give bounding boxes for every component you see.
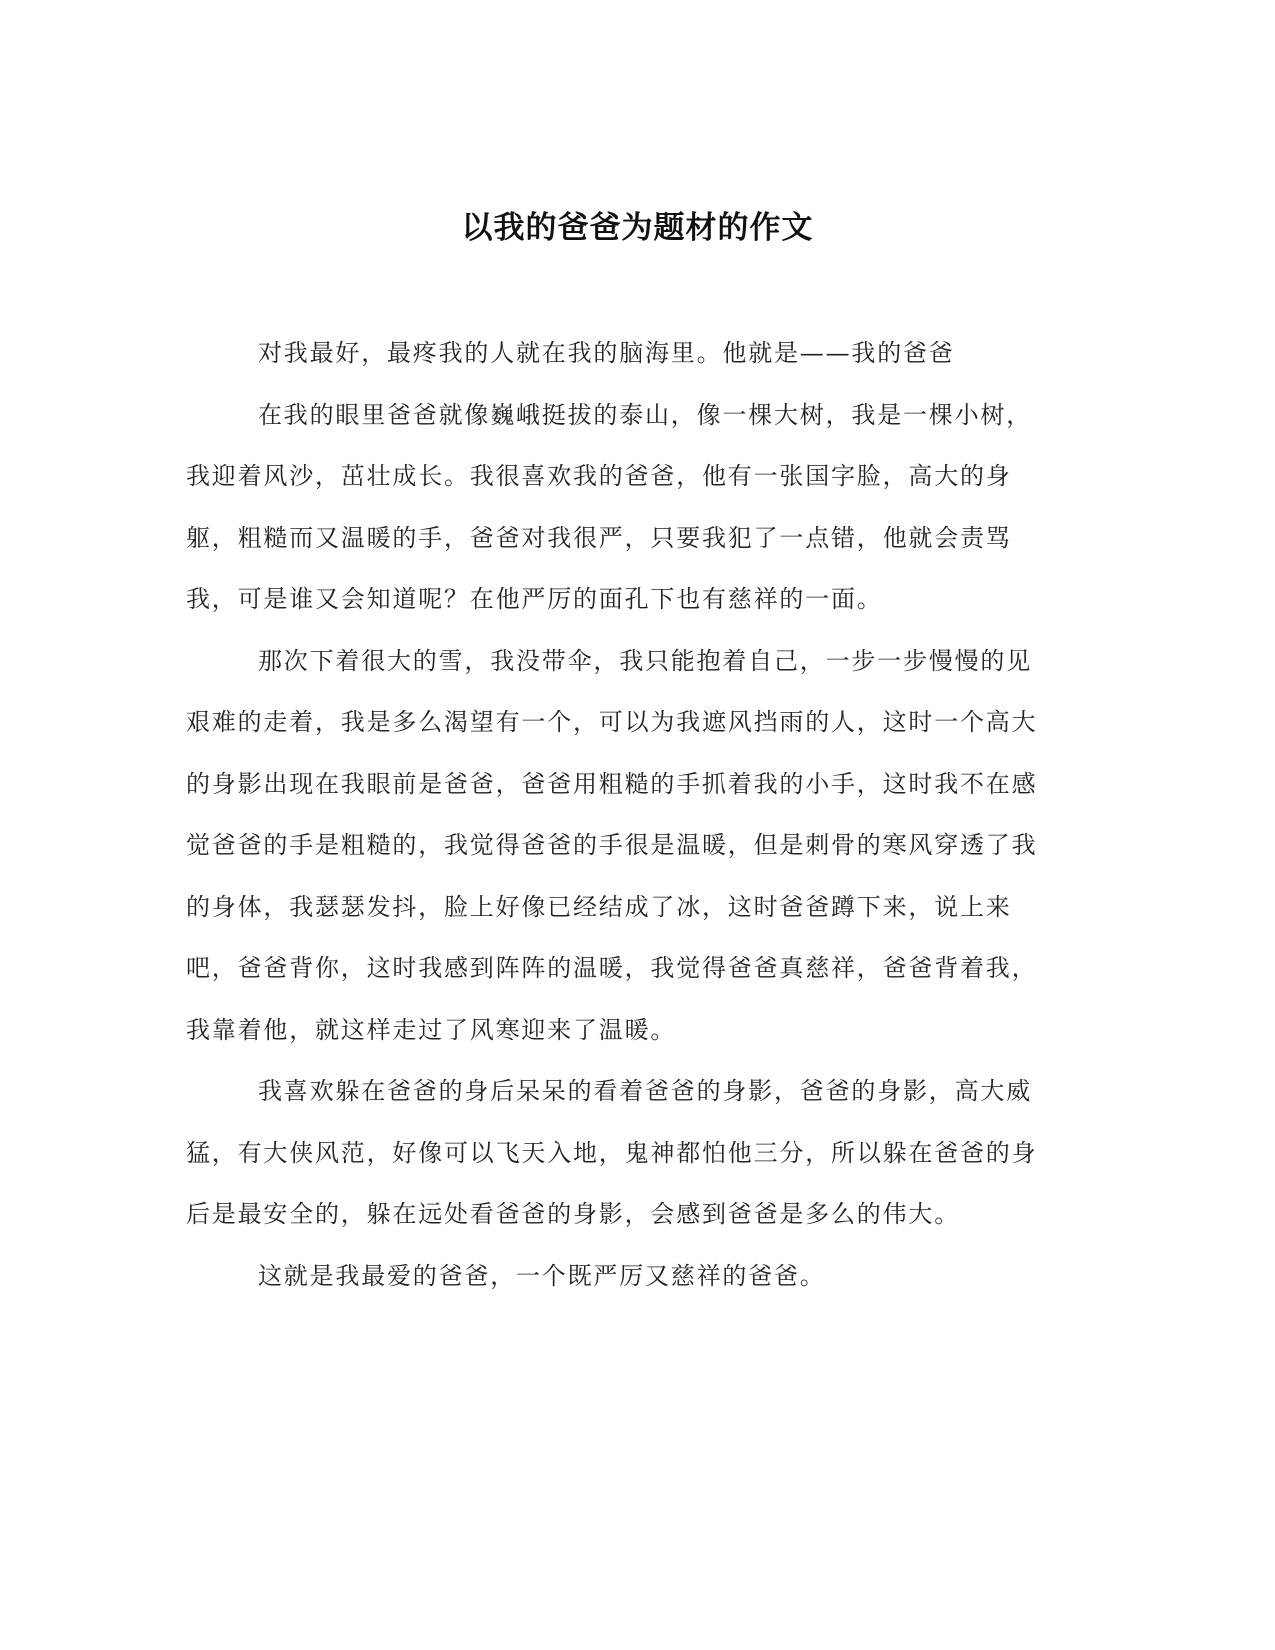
paragraph-5: 这就是我最爱的爸爸，一个既严厉又慈祥的爸爸。 <box>258 1261 826 1290</box>
paragraph-4: 我喜欢躲在爸爸的身后呆呆的看着爸爸的身影，爸爸的身影，高大威猛，有大侠风范，好像可以飞天入地，鬼神都怕他三分，所以躲在爸爸的身后是最安全的，躲在远处看爸爸的身影，会感到爸爸是多么的伟大。 <box>186 1077 1038 1228</box>
document-body <box>186 323 1042 1307</box>
document-title: 以我的爸爸为题材的作文 <box>461 210 814 246</box>
paragraph-1: 对我最好，最疼我的人就在我的脑海里。他就是——我的爸爸 <box>258 339 955 367</box>
paragraph-2: 在我的眼里爸爸就像巍峨挺拔的泰山，像一棵大树，我是一棵小树，我迎着风沙，茁壮成长。我很喜欢我的爸爸，他有一张国字脸，高大的身躯，粗糙而又温暖的手，爸爸对我很严，只要我犯了一点错，他就会责骂我，可是谁又会知道呢？在他严厉的面孔下也有慈祥的一面。 <box>186 400 1032 613</box>
paragraph-3: 那次下着很大的雪，我没带伞，我只能抱着自己，一步一步慢慢的见艰难的走着，我是多么渴望有一个，可以为我遮风挡雨的人，这时一个高大的身影出现在我眼前是爸爸，爸爸用粗糙的手抓着我的小手，这时我不在感觉爸爸的手是粗糙的，我觉得爸爸的手很是温暖，但是刺骨的寒风穿透了我的身体，我瑟瑟发抖，脸上好像已经结成了冰，这时爸爸蹲下来，说上来吧，爸爸背你，这时我感到阵阵的温暖，我觉得爸爸真慈祥，爸爸背着我，我靠着他，就这样走过了风寒迎来了温暖。 <box>186 646 1038 1044</box>
